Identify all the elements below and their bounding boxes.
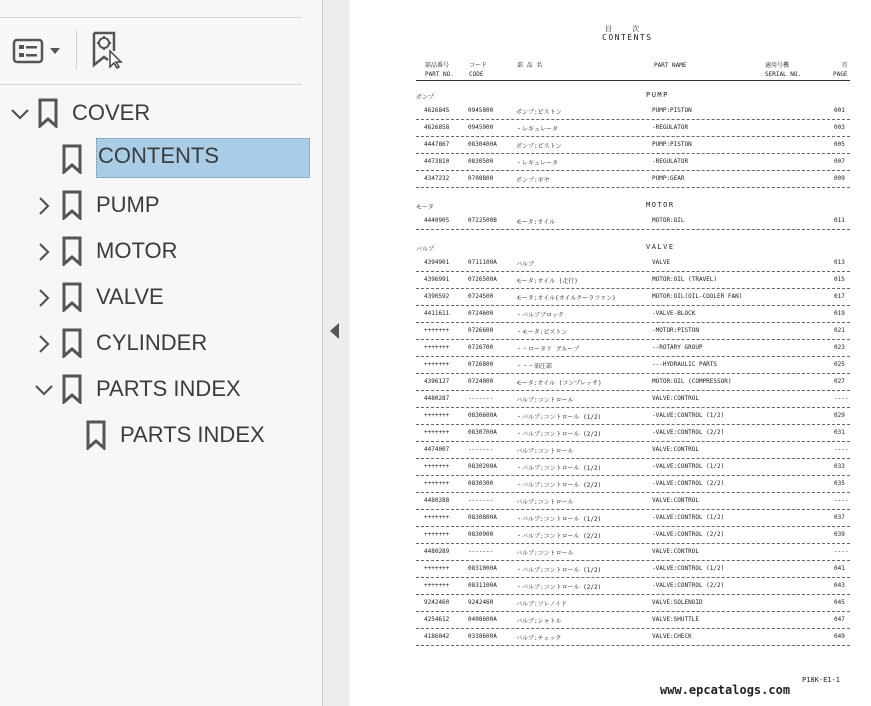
cell-page: 003 [834, 124, 845, 131]
bookmark-label: CYLINDER [96, 330, 208, 355]
cell-part: 4396127 [424, 378, 450, 385]
cell-part: +++++++ [424, 582, 450, 589]
cell-en: -VALVE:CONTROL (1/2) [652, 463, 725, 470]
cell-code: ------- [468, 548, 494, 555]
header-serial-jp: 適用号機 [765, 62, 790, 69]
header-page-jp: 頁 [841, 62, 848, 69]
bookmark-item[interactable] [0, 230, 322, 272]
cell-code: 0831100A [468, 582, 497, 589]
cell-part: 4480287 [424, 395, 450, 402]
table-row[interactable] [416, 510, 850, 527]
bookmark-icon [62, 374, 82, 404]
cell-en: ---HYDRAULIC PARTS [652, 361, 718, 368]
chevron-down-icon [50, 48, 60, 54]
cell-jp: ポンプ:ピストン [516, 109, 562, 116]
cell-en: VALVE:CONTROL [652, 446, 699, 453]
cell-jp: バルブ:シャトル [516, 618, 562, 625]
table-row[interactable] [416, 255, 850, 272]
bookmark-search-icon [90, 31, 126, 69]
cell-en: MOTOR:OIL(OIL-COOLER FAN) [652, 293, 743, 300]
cell-page: 025 [834, 361, 845, 368]
table-row[interactable] [416, 493, 850, 510]
cell-en: -VALVE:CONTROL (2/2) [652, 429, 725, 436]
cell-en: VALVE:CONTROL [652, 497, 699, 504]
cell-part: +++++++ [424, 412, 450, 419]
cell-en: -VALVE:CONTROL (1/2) [652, 565, 725, 572]
cell-en: -VALVE:CONTROL (2/2) [652, 480, 725, 487]
divider [0, 84, 302, 85]
cell-code: 0726500A [468, 276, 497, 283]
bookmark-label: PARTS INDEX [96, 376, 241, 401]
cell-page: 027 [834, 378, 845, 385]
bookmark-label: CONTENTS [96, 138, 310, 178]
header-name-jp-text: 部 品 名 [517, 62, 543, 69]
cell-part: +++++++ [424, 361, 450, 368]
cell-jp: バルブ:コントロール [516, 397, 574, 404]
contents-page [350, 0, 871, 706]
cell-page: 049 [834, 633, 845, 640]
cell-jp: ・レギュレータ [516, 126, 559, 133]
cell-en: PUMP:PISTON [652, 141, 692, 148]
chevron-right-icon[interactable] [32, 194, 56, 218]
cell-part: +++++++ [424, 531, 450, 538]
cell-part: 4626858 [424, 124, 450, 131]
table-row[interactable] [416, 323, 850, 340]
table-row[interactable] [416, 120, 850, 137]
watermark: www.epcatalogs.com [660, 683, 791, 697]
table-row[interactable] [416, 527, 850, 544]
cell-en: PUMP:GEAR [652, 175, 685, 182]
document-page [350, 0, 871, 706]
cell-en: -VALVE:CONTROL (1/2) [652, 514, 725, 521]
row-divider [416, 187, 850, 188]
cell-jp: モータ:オイル (コンプレッサ) [516, 380, 602, 387]
cell-code: 0830300 [468, 480, 494, 487]
cell-part: +++++++ [424, 480, 450, 487]
cell-code: 0726600 [468, 327, 494, 334]
cell-jp: ・バルブ:コントロール (1/2) [516, 516, 602, 523]
cell-page: 043 [834, 582, 845, 589]
cell-jp: ポンプ:ギヤ [516, 177, 550, 184]
row-divider [416, 645, 850, 646]
cell-page: 045 [834, 599, 845, 606]
cell-page: 011 [834, 217, 845, 224]
cell-code: 0708800 [468, 175, 494, 182]
cell-page: 021 [834, 327, 845, 334]
cell-jp: バルブ [516, 261, 535, 268]
cell-jp: ・バルブ:コントロール (1/2) [516, 567, 602, 574]
cell-part: +++++++ [424, 565, 450, 572]
cell-page: 013 [834, 259, 845, 266]
cell-page: ---- [834, 395, 849, 402]
table-row[interactable] [416, 306, 850, 323]
table-row[interactable] [416, 476, 850, 493]
cell-jp: ・バルブ:コントロール (2/2) [516, 533, 602, 540]
cell-jp: ・モータ:ピストン [516, 329, 568, 336]
bookmarks-panel [0, 0, 322, 706]
cell-code: ------- [468, 497, 494, 504]
table-row[interactable] [416, 391, 850, 408]
cell-en: VALVE:SOLENOID [652, 599, 703, 606]
table-row[interactable] [416, 340, 850, 357]
table-row[interactable] [416, 408, 850, 425]
table-row[interactable] [416, 629, 850, 646]
cell-en: MOTOR:OIL (TRAVEL) [652, 276, 718, 283]
cell-page: 015 [834, 276, 845, 283]
cell-en: -VALVE:CONTROL (1/2) [652, 412, 725, 419]
cell-jp: バルブ:コントロール [516, 499, 574, 506]
cell-part: 4396991 [424, 276, 450, 283]
chevron-down-icon[interactable] [8, 102, 32, 126]
divider [76, 30, 77, 70]
table-row[interactable] [416, 171, 850, 188]
cell-jp: モータ:オイル [516, 219, 556, 226]
header-code-en: CODE [469, 71, 484, 78]
cell-code: 0945800 [468, 107, 494, 114]
cell-page: 017 [834, 293, 845, 300]
bookmarks-toolbar [0, 0, 302, 84]
bookmark-item[interactable] [0, 368, 322, 410]
cell-en: VALVE:CONTROL [652, 548, 699, 555]
cell-code: ------- [468, 395, 494, 402]
bookmark-icon [62, 236, 82, 266]
header-page [833, 61, 847, 79]
table-row[interactable] [416, 103, 850, 120]
options-menu-button[interactable] [12, 36, 64, 66]
cell-part: +++++++ [424, 463, 450, 470]
cell-part: 4440905 [424, 217, 450, 224]
cell-code: 0726700 [468, 344, 494, 351]
header-rule [416, 80, 850, 81]
cell-part: +++++++ [424, 327, 450, 334]
bookmark-icon [62, 328, 82, 358]
cell-code: 0726800 [468, 361, 494, 368]
cell-jp: ・バルブ:コントロール (2/2) [516, 431, 602, 438]
bookmark-item[interactable] [0, 92, 322, 134]
section-title-jp: バルブ [416, 246, 435, 253]
cell-code: 0830900 [468, 531, 494, 538]
cell-jp: バルブ:ソレノイド [516, 601, 567, 608]
cell-part: 4347232 [424, 175, 450, 182]
cell-jp: バルブ:コントロール [516, 448, 574, 455]
header-part-no [425, 61, 454, 79]
cell-page: 047 [834, 616, 845, 623]
table-row[interactable] [416, 357, 850, 374]
cell-part: 4474007 [424, 446, 450, 453]
cell-page: 033 [834, 463, 845, 470]
bookmark-icon [86, 420, 106, 450]
cell-en: -REGULATOR [652, 124, 689, 131]
cell-code: 0724000 [468, 378, 494, 385]
bookmark-label: MOTOR [96, 238, 178, 263]
bookmark-icon [62, 144, 82, 174]
section-title-jp: ポンプ [416, 94, 435, 101]
cell-code: ------- [468, 446, 494, 453]
cell-en: --ROTARY GROUP [652, 344, 703, 351]
cell-en: -VALVE:CONTROL (2/2) [652, 582, 725, 589]
footer-code: P18K-E1-1 [802, 676, 840, 684]
table-row[interactable] [416, 374, 850, 391]
cell-jp: ・バルブ:コントロール (1/2) [516, 465, 602, 472]
table-row[interactable] [416, 442, 850, 459]
cell-page: ---- [834, 548, 849, 555]
title-jp: 目 次 [605, 25, 648, 33]
cell-part: 4447867 [424, 141, 450, 148]
bookmark-icon [38, 98, 58, 128]
cell-code: 0830500 [468, 158, 494, 165]
cell-code: 0724500 [468, 293, 494, 300]
cell-jp: ・・・油圧部 [516, 363, 553, 370]
table-row[interactable] [416, 289, 850, 306]
cell-code: 0338600A [468, 633, 497, 640]
cell-page: ---- [834, 446, 849, 453]
table-row[interactable] [416, 154, 850, 171]
cell-page: 005 [834, 141, 845, 148]
header-code-jp: コード [469, 62, 488, 69]
table-row[interactable] [416, 544, 850, 561]
bookmark-item[interactable] [0, 276, 322, 318]
cell-page: 031 [834, 429, 845, 436]
cell-en: VALVE [652, 259, 671, 266]
cell-jp: ・バルブ:コントロール (2/2) [516, 584, 602, 591]
cell-part: 4186042 [424, 633, 450, 640]
header-part-no-en: PART NO. [425, 71, 454, 78]
bookmark-label: COVER [72, 100, 151, 125]
cell-jp: バルブ:コントロール [516, 550, 574, 557]
section-title-jp: モータ [416, 204, 434, 211]
cell-part: 4411611 [424, 310, 450, 317]
cell-jp: ・・ロータリ グループ [516, 346, 580, 353]
chevron-right-icon[interactable] [32, 240, 56, 264]
cell-en: VALVE:CHECK [652, 633, 692, 640]
header-serial [765, 61, 801, 79]
cell-code: 0722500B [468, 217, 497, 224]
header-part-name-text: PART NAME [654, 62, 687, 69]
cell-en: -VALVE:CONTROL (2/2) [652, 531, 725, 538]
table-row[interactable] [416, 272, 850, 289]
chevron-right-icon[interactable] [32, 286, 56, 310]
cell-en: PUMP:PISTON [652, 107, 692, 114]
cell-page: ---- [834, 497, 849, 504]
bookmark-item[interactable] [0, 184, 322, 226]
cell-code: 0830200A [468, 463, 497, 470]
cell-jp: モータ:オイル (走行) [516, 278, 578, 285]
section-title-en: MOTOR [646, 201, 675, 209]
cell-code: 0830700A [468, 429, 497, 436]
cell-jp: バルブ:チェック [516, 635, 562, 642]
cell-page: 001 [834, 107, 845, 114]
cell-en: MOTOR:OIL (COMPRESSOR) [652, 378, 732, 385]
cell-code: 9242460 [468, 599, 494, 606]
table-row[interactable] [416, 595, 850, 612]
cell-part: 4480288 [424, 497, 450, 504]
table-row[interactable] [416, 612, 850, 629]
list-options-icon [12, 36, 64, 66]
cell-page: 039 [834, 531, 845, 538]
cell-en: VALVE:CONTROL [652, 395, 699, 402]
header-page-en: PAGE [833, 71, 848, 78]
cell-part: 9242460 [424, 599, 450, 606]
header-code [469, 61, 487, 79]
cell-en: -VALVE-BLOCK [652, 310, 696, 317]
cell-part: +++++++ [424, 429, 450, 436]
header-part-name [654, 61, 687, 70]
cell-part: +++++++ [424, 514, 450, 521]
header-name-jp [517, 61, 542, 70]
cell-page: 023 [834, 344, 845, 351]
collapse-strip[interactable] [323, 0, 349, 706]
table-row[interactable] [416, 578, 850, 595]
cell-jp: ・バルブ:コントロール (2/2) [516, 482, 602, 489]
bookmark-icon [62, 190, 82, 220]
cell-part: 4626845 [424, 107, 450, 114]
cell-page: 035 [834, 480, 845, 487]
bookmark-label: PARTS INDEX [120, 422, 265, 447]
cell-jp: ・バルブ:コントロール (1/2) [516, 414, 602, 421]
table-row[interactable] [416, 459, 850, 476]
title-en: CONTENTS [602, 33, 653, 42]
cell-jp: ポンプ:ピストン [516, 143, 562, 150]
cell-page: 029 [834, 412, 845, 419]
cell-code: 0830400A [468, 141, 497, 148]
cell-part: 4480289 [424, 548, 450, 555]
cell-en: VALVE:SHUTTLE [652, 616, 699, 623]
chevron-down-icon[interactable] [32, 378, 56, 402]
header-part-no-jp: 部品番号 [425, 62, 450, 69]
cell-code: 0724600 [468, 310, 494, 317]
cell-code: 0408600A [468, 616, 497, 623]
chevron-right-icon[interactable] [32, 332, 56, 356]
bookmark-icon [62, 282, 82, 312]
find-bookmark-button[interactable] [90, 31, 126, 69]
section-title-en: PUMP [646, 91, 669, 99]
cell-jp: モータ:オイル(オイルクーラファン) [516, 295, 616, 302]
section-title-en: VALVE [646, 243, 675, 251]
cell-part: 4473810 [424, 158, 450, 165]
header-serial-en: SERIAL NO. [765, 71, 802, 78]
table-row[interactable] [416, 561, 850, 578]
cell-part: 4254612 [424, 616, 450, 623]
cell-page: 037 [834, 514, 845, 521]
cell-code: 0945900 [468, 124, 494, 131]
table-row[interactable] [416, 213, 850, 230]
cell-code: 0831000A [468, 565, 497, 572]
cell-en: -REGULATOR [652, 158, 689, 165]
cell-page: 007 [834, 158, 845, 165]
cell-code: 0830800A [468, 514, 497, 521]
cell-page: 041 [834, 565, 845, 572]
cell-part: 4390592 [424, 293, 450, 300]
cell-page: 019 [834, 310, 845, 317]
cell-part: 4394901 [424, 259, 450, 266]
divider [0, 17, 302, 18]
cell-jp: ・レギュレータ [516, 160, 559, 167]
table-row[interactable] [416, 137, 850, 154]
cell-part: +++++++ [424, 344, 450, 351]
table-row[interactable] [416, 425, 850, 442]
cell-code: 0711100A [468, 259, 497, 266]
collapse-panel-icon[interactable] [330, 323, 339, 339]
cell-code: 0830600A [468, 412, 497, 419]
cell-en: MOTOR:OIL [652, 217, 685, 224]
cell-en: -MOTOR:PISTON [652, 327, 699, 334]
bookmark-label: VALVE [96, 284, 164, 309]
cell-page: 009 [834, 175, 845, 182]
bookmark-item[interactable] [0, 414, 322, 456]
bookmark-item[interactable] [0, 322, 322, 364]
bookmark-item[interactable] [0, 138, 322, 180]
bookmark-label: PUMP [96, 192, 160, 217]
row-divider [416, 229, 850, 230]
cell-jp: ・バルブブロック [516, 312, 564, 319]
